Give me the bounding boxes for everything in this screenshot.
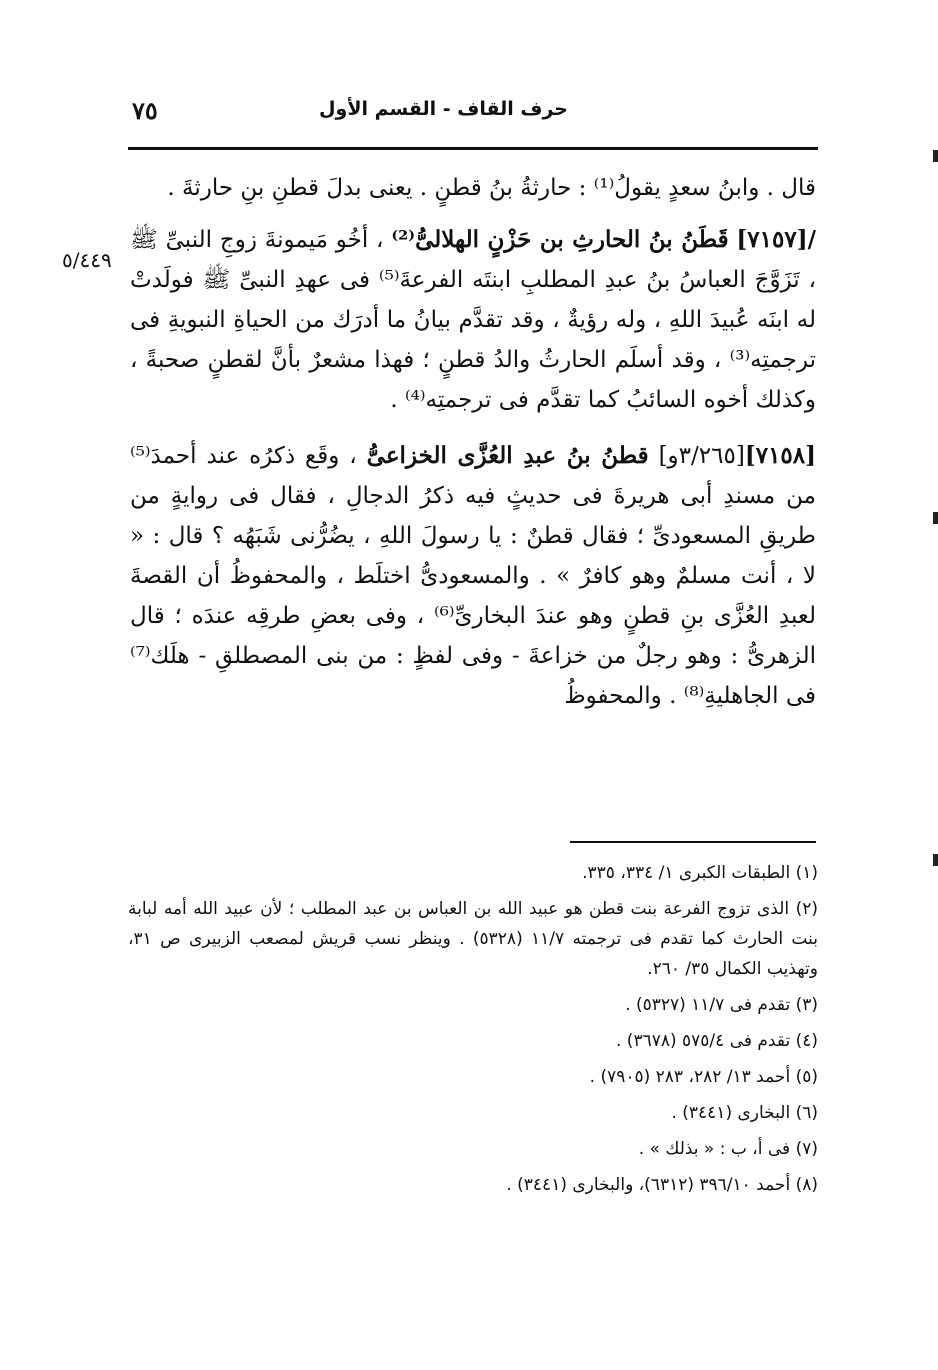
entry-text: ، وقَع ذكرُه عند أحمدَ⁽⁵⁾ من مسندِ أبى هريرةَ فى حديثٍ فيه ذكرُ الدجالِ ، فقال فى روايةٍ من طريقِ المسعودىِّ ؛ فقال قطنٌ : يا رسولَ اللهِ ، يضُرُّنى شَبَهُه ؟ قال : « لا ، أنت مسلمٌ وهو كافرٌ » . والمسعودىُّ اختلَط ، والمحفوظُ أن القصةَ لعبدِ العُزَّى بنِ قطنٍ وهو عندَ البخارىِّ⁽⁶⁾ ، وفى بعضِ طرقِه عندَه ؛ قال الزهرىُّ : وهو رجلٌ من خزاعةَ - وفى لفظٍ : من بنى المصطلقِ - هلَك⁽⁷⁾ فى الجاهليةِ⁽⁸⁾ . والمحفوظُ: [130, 443, 816, 709]
page-number: ٧٥: [132, 96, 158, 125]
header-rule: [128, 147, 818, 150]
footnote-3: (٣) تقدم فى ١١/٧ (٥٣٢٧) .: [625, 995, 818, 1015]
footnote-6: (٦) البخارى (٣٤٤١) .: [671, 1103, 818, 1123]
footnote-5: (٥) أحمد ١٣/ ٢٨٢، ٢٨٣ (٧٩٠٥) .: [589, 1067, 818, 1087]
manuscript-ref: [٣/٢٦٥و]: [658, 443, 745, 469]
footnote-7: (٧) فى أ، ب : « بذلك » .: [638, 1139, 818, 1159]
footnote-1: (١) الطبقات الكبرى ١/ ٣٣٤، ٣٣٥.: [582, 863, 818, 883]
entry-number: [٧١٥٨]: [744, 442, 817, 469]
entry-7158: [130, 436, 816, 716]
scan-edge-mark: [933, 150, 938, 162]
footnote-rule: [570, 841, 816, 843]
entry-text: ، أخُو مَيمونةَ زوجِ النبىِّ ﷺ ، تَزَوَّجَ العباسُ بنُ عبدِ المطلبِ ابنتَه الفرعةَ⁽⁵⁾ فى عهدِ النبىِّ ﷺ فولَدتْ له ابنَه عُبيدَ اللهِ ، وله رؤيةٌ ، وقد تقدَّم بيانُ ما أدرَك من الحياةِ النبويةِ فى ترجمتِه⁽³⁾ ، وقد أسلَم الحارثُ والدُ قطنٍ ؛ فهذا مشعرٌ بأنَّ لقطنٍ صحبةً ، وكذلك أخوه السائبُ كما تقدَّم فى ترجمتِه⁽⁴⁾ .: [130, 227, 816, 413]
paragraph-intro: قال . وابنُ سعدٍ يقولُ⁽¹⁾ : حارثةُ بنُ قطنٍ . يعنى بدلَ قطنِ بنِ حارثةَ .: [167, 175, 816, 201]
page-header: [128, 96, 818, 136]
footnote-8: (٨) أحمد ٣٩٦/١٠ (٦٣١٢)، والبخارى (٣٤٤١) .: [506, 1175, 818, 1195]
entry-7157: [130, 220, 816, 420]
margin-reference: ٥/٤٤٩: [62, 248, 112, 272]
scan-edge-mark: [933, 512, 938, 524]
footnote-2: (٢) الذى تزوج الفرعة بنت قطن هو عبيد الله بن العباس بن عبد المطلب ؛ لأن عبيد الله أمه لبابة بنت الحارث كما تقدم فى ترجمته ١١/٧ (٥٣٢٨) . وينظر نسب قريش لمصعب الزبيرى ص ٣١، وتهذيب الكمال ٣٥/ ٢٦٠.: [128, 899, 818, 979]
footnote-4: (٤) تقدم فى ٥٧٥/٤ (٣٦٧٨) .: [616, 1031, 818, 1051]
entry-name: قطنُ بنُ عبدِ العُزَّى الخزاعىُّ: [366, 442, 649, 469]
main-text: [130, 168, 816, 716]
entry-name: قَطَنُ بنُ الحارثِ بن حَزْنٍ الهلالىُّ⁽²⁾: [391, 226, 729, 253]
scan-edge-mark: [933, 854, 938, 866]
running-head: حرف القاف - القسم الأول: [319, 98, 568, 120]
entry-number: /[٧١٥٧]: [736, 226, 817, 253]
footnotes: [128, 858, 818, 1206]
